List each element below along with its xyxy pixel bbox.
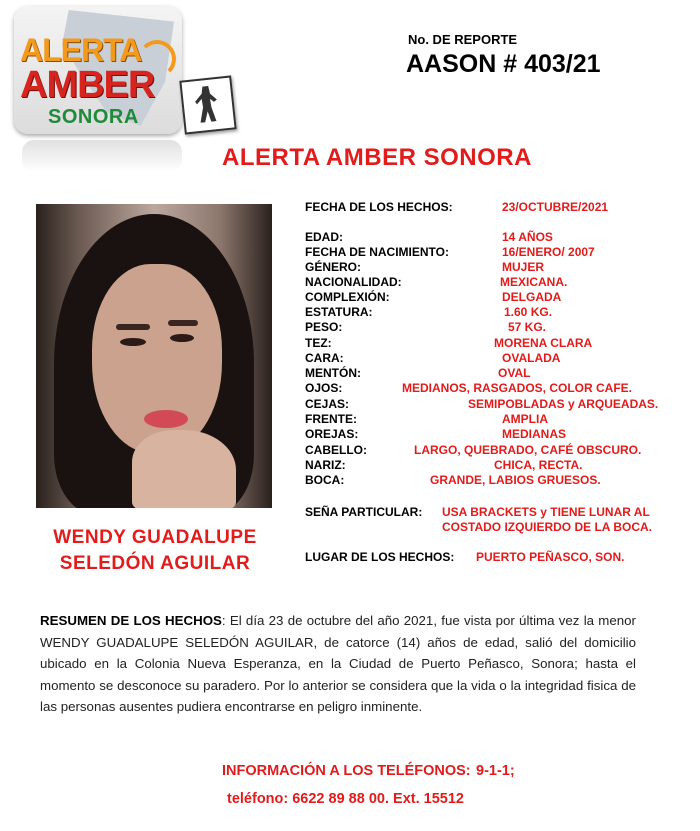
report-number: AASON # 403/21 <box>406 50 601 78</box>
field-value-lugar: PUERTO PEÑASCO, SON. <box>476 550 625 564</box>
field-label-complexion: COMPLEXIÓN: <box>305 290 390 304</box>
field-label-nariz: NARIZ: <box>305 458 346 472</box>
logo-card <box>14 6 182 134</box>
field-value-edad: 14 AÑOS <box>502 230 553 244</box>
emergency-number: 9-1-1; <box>476 763 515 779</box>
field-value-frente: AMPLIA <box>502 412 548 426</box>
logo-word-sonora: SONORA <box>48 106 139 128</box>
field-label-fecha-hechos: FECHA DE LOS HECHOS: <box>305 200 453 214</box>
field-value-nacionalidad: MEXICANA. <box>500 275 568 289</box>
page-title: ALERTA AMBER SONORA <box>222 144 532 171</box>
field-label-edad: EDAD: <box>305 230 343 244</box>
field-value-ojos: MEDIANOS, RASGADOS, COLOR CAFE. <box>402 381 633 395</box>
summary-paragraph <box>40 610 636 718</box>
field-value-sena-line1: USA BRACKETS y TIENE LUNAR AL <box>442 505 650 519</box>
field-label-cabello: CABELLO: <box>305 443 367 457</box>
missing-person-photo <box>36 204 272 508</box>
field-label-orejas: OREJAS: <box>305 427 359 441</box>
field-value-cejas: SEMIPOBLADAS y ARQUEADAS. <box>468 397 659 411</box>
summary-label: RESUMEN DE LOS HECHOS <box>40 613 222 628</box>
alerta-amber-logo <box>14 6 240 178</box>
field-value-boca: GRANDE, LABIOS GRUESOS. <box>430 473 601 487</box>
child-silhouette-icon <box>179 75 236 134</box>
field-label-fecha-nacimiento: FECHA DE NACIMIENTO: <box>305 245 449 259</box>
field-value-nariz: CHICA, RECTA. <box>494 458 583 472</box>
field-value-fecha-nacimiento: 16/ENERO/ 2007 <box>502 245 595 259</box>
person-name-line2: SELEDÓN AGUILAR <box>59 553 251 574</box>
field-value-cabello: LARGO, QUEBRADO, CAFÉ OBSCURO. <box>414 443 642 457</box>
field-label-ojos: OJOS: <box>305 381 343 395</box>
field-value-tez: MORENA CLARA <box>494 336 593 350</box>
field-label-cara: CARA: <box>305 351 344 365</box>
field-label-peso: PESO: <box>305 320 343 334</box>
field-value-peso: 57 KG. <box>508 320 547 334</box>
field-label-nacionalidad: NACIONALIDAD: <box>305 275 402 289</box>
field-value-cara: OVALADA <box>502 351 561 365</box>
contact-info-label: INFORMACIÓN A LOS TELÉFONOS: <box>222 763 471 779</box>
field-value-sena-line2: COSTADO IZQUIERDO DE LA BOCA. <box>442 520 652 534</box>
field-value-orejas: MEDIANAS <box>502 427 567 441</box>
field-label-estatura: ESTATURA: <box>305 305 373 319</box>
field-label-sena-particular: SEÑA PARTICULAR: <box>305 505 423 519</box>
phone-line: teléfono: 6622 89 88 00. Ext. 15512 <box>227 791 464 807</box>
report-label: No. DE REPORTE <box>408 32 518 47</box>
logo-word-amber: AMBER <box>20 64 155 106</box>
logo-reflection <box>22 140 182 172</box>
field-label-tez: TEZ: <box>305 336 332 350</box>
person-name-line1: WENDY GUADALUPE <box>53 527 257 548</box>
summary-text: : El día 23 de octubre del año 2021, fue vista por última vez la menor WENDY GUADALUPE SELEDÓN AGUILAR, de catorce (14) años de edad, salió del domicilio ubicado en la Colonia Nueva Esperanza, en la Ciudad de Puerto Peñasco, Sonora; hasta el momento se desconoce su paradero. Por lo anterior se considera que la vida o la integridad fisica de las personas ausentes pudiera encontrarse en peligro inminente. <box>40 613 636 715</box>
logo-word-alerta: ALERTA <box>20 32 142 68</box>
field-value-menton: OVAL <box>498 366 531 380</box>
field-value-genero: MUJER <box>502 260 545 274</box>
field-label-genero: GÉNERO: <box>305 260 362 274</box>
field-label-boca: BOCA: <box>305 473 345 487</box>
field-value-complexion: DELGADA <box>502 290 562 304</box>
field-label-lugar: LUGAR DE LOS HECHOS: <box>305 550 455 564</box>
field-value-fecha-hechos: 23/OCTUBRE/2021 <box>502 200 609 214</box>
field-label-cejas: CEJAS: <box>305 397 350 411</box>
field-label-menton: MENTÓN: <box>305 366 361 380</box>
field-label-frente: FRENTE: <box>305 412 357 426</box>
field-value-estatura: 1.60 KG. <box>504 305 553 319</box>
